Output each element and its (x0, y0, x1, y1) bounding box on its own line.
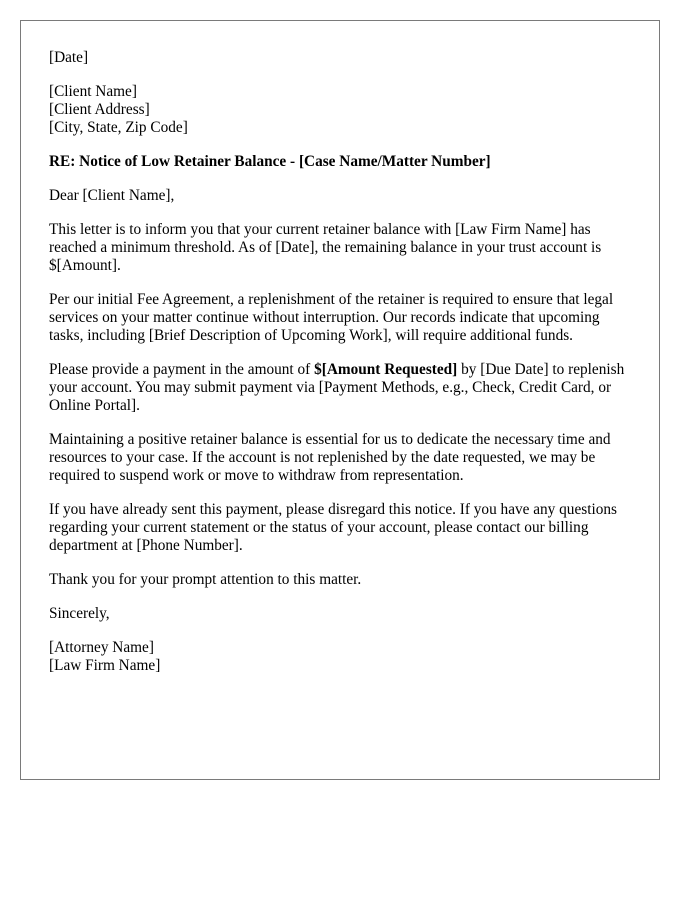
payment-request-text-before: Please provide a payment in the amount of (49, 361, 315, 378)
letter-document (20, 20, 660, 780)
client-city-state-zip: [City, State, Zip Code] (49, 119, 188, 136)
paragraph-balance-notice: This letter is to inform you that your current retainer balance with [Law Firm Name] has reached a minimum threshold. As of [Date], the remaining balance in your trust account is $[Amount]. (49, 221, 602, 274)
paragraph-payment-request (49, 361, 631, 415)
closing: Sincerely, (49, 605, 110, 622)
paragraph-fee-agreement: Per our initial Fee Agreement, a replenishment of the retainer is required to ensure that legal services on your matter continue without interruption. Our records indicate that upcoming tasks, including [Brief Description of Upcoming Work], will require additional funds. (49, 291, 614, 344)
payment-request-text-after: by [Due Date] to replenish your account. You may submit payment via [Payment Methods, e.g., Check, Credit Card, or Online Portal]. (49, 361, 625, 414)
paragraph-balance-importance: Maintaining a positive retainer balance is essential for us to dedicate the necessary time and resources to your case. If the account is not replenished by the date requested, we may be required to suspend work or move to withdraw from representation. (49, 431, 611, 484)
subject-line: RE: Notice of Low Retainer Balance - [Case Name/Matter Number] (49, 153, 491, 170)
letter-date: [Date] (49, 49, 89, 66)
paragraph-disregard-notice: If you have already sent this payment, please disregard this notice. If you have any questions regarding your current statement or the status of your account, please contact our billing department at [Phone Number]. (49, 501, 617, 554)
salutation: Dear [Client Name], (49, 187, 175, 204)
client-address-block (49, 83, 631, 137)
amount-requested: $[Amount Requested] (314, 361, 458, 378)
client-address: [Client Address] (49, 101, 150, 118)
paragraph-thank-you: Thank you for your prompt attention to this matter. (49, 571, 362, 588)
client-name: [Client Name] (49, 83, 137, 100)
signature-block (49, 639, 631, 675)
law-firm-name: [Law Firm Name] (49, 657, 161, 674)
attorney-name: [Attorney Name] (49, 639, 154, 656)
